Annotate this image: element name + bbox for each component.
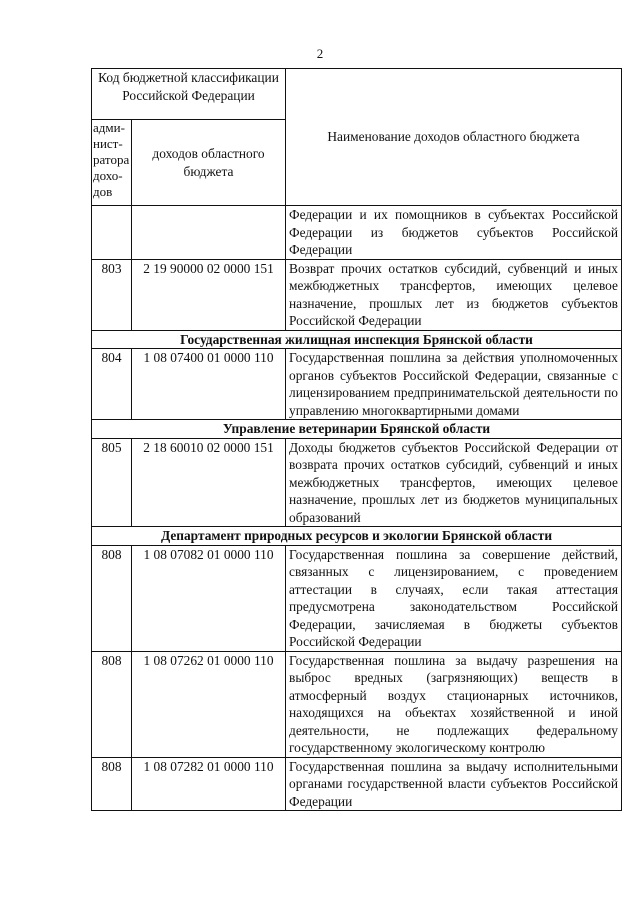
income-code: 1 08 07400 01 0000 110 xyxy=(132,349,286,420)
table-row xyxy=(92,349,622,420)
administrator-code: 808 xyxy=(92,757,132,811)
administrator-code: 808 xyxy=(92,545,132,651)
administrator-code: 805 xyxy=(92,438,132,527)
income-code: 2 19 90000 02 0000 151 xyxy=(132,259,286,330)
table-row xyxy=(92,545,622,651)
page-number: 2 xyxy=(316,46,324,61)
income-code: 1 08 07082 01 0000 110 xyxy=(132,545,286,651)
revenue-description: Федерации и их помощников в субъектах Российской Федерации из бюджетов субъектов Российской Федерации xyxy=(286,206,622,260)
header-administrator: адми-нист-ратора дохо-дов xyxy=(92,120,132,206)
section-title: Департамент природных ресурсов и экологии Брянской области xyxy=(92,527,622,546)
section-title: Государственная жилищная инспекция Брянской области xyxy=(92,330,622,349)
revenue-description: Государственная пошлина за совершение действий, связанных с лицензированием, с проведением аттестации в случаях, если такая аттестация предусмотрена законодательством Российской Федерации, зачисляемая в бюджеты субъектов Российской Федерации xyxy=(286,545,622,651)
revenue-description: Государственная пошлина за действия уполномоченных органов субъектов Российской Федерации, связанные с лицензированием предпринимательской деятельности по управлению многоквартирными домами xyxy=(286,349,622,420)
administrator-code: 808 xyxy=(92,651,132,757)
income-code: 2 18 60010 02 0000 151 xyxy=(132,438,286,527)
revenue-description: Доходы бюджетов субъектов Российской Федерации от возврата прочих остатков субсидий, субвенций и иных межбюджетных трансфертов, имеющих целевое назначение, прошлых лет из бюджетов муниципальных образований xyxy=(286,438,622,527)
income-code: 1 08 07262 01 0000 110 xyxy=(132,651,286,757)
table-row xyxy=(92,757,622,811)
table-row xyxy=(92,438,622,527)
section-title: Управление ветеринарии Брянской области xyxy=(92,420,622,439)
administrator-code xyxy=(92,206,132,260)
table-row xyxy=(92,651,622,757)
administrator-code: 804 xyxy=(92,349,132,420)
section-header-row xyxy=(92,420,622,439)
header-budget-classification-code: Код бюджетной классификации Российской Федерации xyxy=(92,69,286,120)
header-revenue-name: Наименование доходов областного бюджета xyxy=(286,69,622,206)
administrator-code: 803 xyxy=(92,259,132,330)
section-header-row xyxy=(92,330,622,349)
budget-classification-table xyxy=(91,68,622,811)
table-row xyxy=(92,259,622,330)
revenue-description: Государственная пошлина за выдачу разрешения на выброс вредных (загрязняющих) веществ в атмосферный воздух стационарных источников, находящихся на объектах хозяйственной и иной деятельности, не подлежащих федеральному государственному экологическому контролю xyxy=(286,651,622,757)
revenue-description: Возврат прочих остатков субсидий, субвенций и иных межбюджетных трансфертов, имеющих целевое назначение, прошлых лет из бюджетов субъектов Российской Федерации xyxy=(286,259,622,330)
table-body xyxy=(92,206,622,811)
income-code xyxy=(132,206,286,260)
income-code: 1 08 07282 01 0000 110 xyxy=(132,757,286,811)
table-row xyxy=(92,206,622,260)
section-header-row xyxy=(92,527,622,546)
header-income: доходов областного бюджета xyxy=(132,120,286,206)
table-header-row xyxy=(92,69,622,120)
revenue-description: Государственная пошлина за выдачу исполнительными органами государственной власти субъектов Российской Федерации xyxy=(286,757,622,811)
